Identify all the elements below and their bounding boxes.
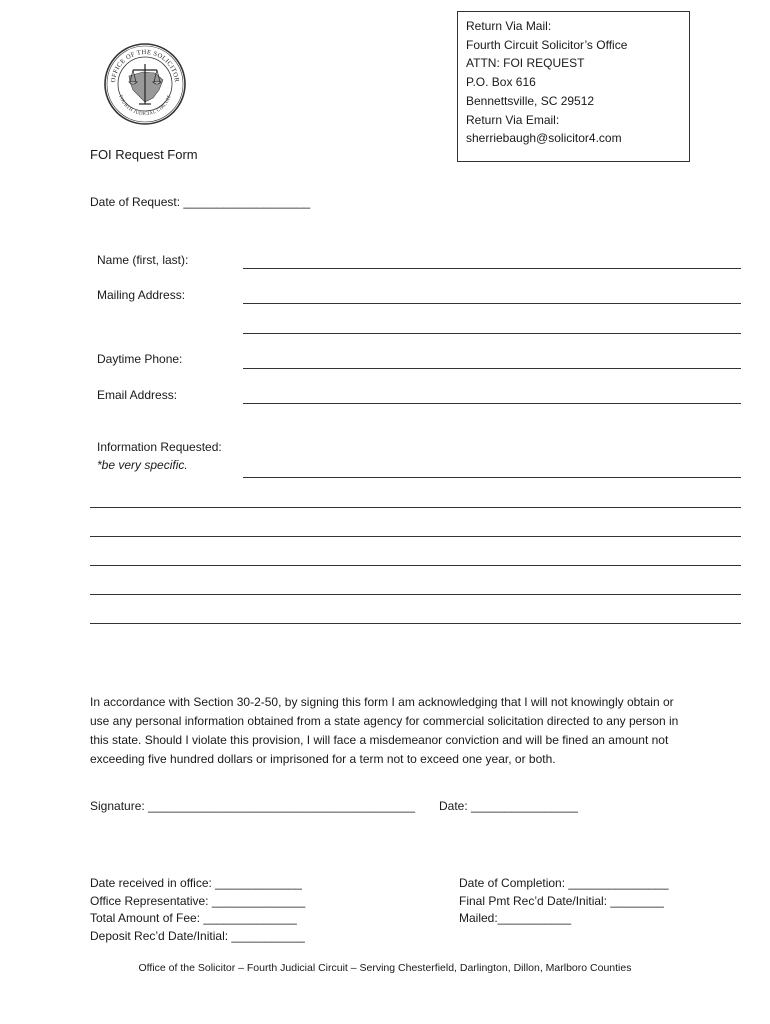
information-requested-field-line-3[interactable]	[90, 536, 741, 537]
seal-top-text: OFFICE OF THE SOLICITOR	[109, 48, 181, 83]
po-box: P.O. Box 616	[466, 75, 536, 90]
information-requested-note: *be very specific.	[97, 458, 188, 472]
mailing-address-field-line-1[interactable]	[243, 303, 741, 304]
daytime-phone-field[interactable]	[243, 368, 741, 369]
seal-bottom-text: FOURTH JUDICIAL CIRCUIT	[117, 94, 173, 118]
deposit-received-field[interactable]: Deposit Rec’d Date/Initial: ___________	[90, 929, 305, 944]
office-use-left	[90, 875, 305, 946]
attn-line: ATTN: FOI REQUEST	[466, 56, 585, 71]
mailed-field[interactable]: Mailed:___________	[459, 911, 572, 926]
mailing-address-field-line-2[interactable]	[243, 333, 741, 334]
email-address-field[interactable]	[243, 403, 741, 404]
total-fee-field[interactable]: Total Amount of Fee: ______________	[90, 911, 297, 926]
information-requested-label: Information Requested:	[97, 440, 222, 454]
acknowledgement-statement: In accordance with Section 30-2-50, by signing this form I am acknowledging that I will not knowingly obtain or use any personal information obtained from a state agency for commercial solicitation directed to any person in this state. Should I violate this provision, I will face a misdemeanor conviction and will be fined an amount not exceeding five hundred dollars or imprisoned for a term not to exceed one year, or both.	[90, 695, 679, 766]
return-email-heading: Return Via Email:	[466, 112, 560, 127]
office-representative-field[interactable]: Office Representative: ______________	[90, 893, 306, 908]
solicitor-seal-logo	[103, 42, 187, 126]
office-name: Fourth Circuit Solicitor’s Office	[466, 37, 628, 52]
daytime-phone-label: Daytime Phone:	[97, 352, 183, 366]
information-requested-field-line-1[interactable]	[243, 477, 741, 478]
email-address-label: Email Address:	[97, 388, 178, 402]
date-of-request-field[interactable]: Date of Request: ___________________	[90, 195, 311, 209]
information-requested-field-line-4[interactable]	[90, 565, 741, 566]
date-received-field[interactable]: Date received in office: _____________	[90, 876, 302, 890]
information-requested-field-line-5[interactable]	[90, 594, 741, 595]
date-of-completion-field[interactable]: Date of Completion: _______________	[459, 876, 669, 890]
signature-field[interactable]: Signature: ________________________________________	[90, 799, 415, 813]
return-email-address[interactable]: sherriebaugh@solicitor4.com	[466, 131, 622, 146]
return-address-box	[457, 11, 690, 162]
office-use-right	[459, 875, 669, 928]
signature-date-field[interactable]: Date: ________________	[439, 799, 578, 813]
mailing-address-label: Mailing Address:	[97, 288, 186, 302]
page-footer: Office of the Solicitor – Fourth Judicial Circuit – Serving Chesterfield, Darlington, Dillon, Marlboro Counties	[138, 962, 632, 974]
city-state-zip: Bennettsville, SC 29512	[466, 93, 595, 108]
final-payment-field[interactable]: Final Pmt Rec’d Date/Initial: ________	[459, 893, 664, 908]
return-mail-heading: Return Via Mail:	[466, 19, 552, 33]
name-label: Name (first, last):	[97, 253, 189, 267]
information-requested-field-line-6[interactable]	[90, 623, 741, 624]
name-field[interactable]	[243, 268, 741, 269]
form-title: FOI Request Form	[90, 147, 198, 162]
information-requested-field-line-2[interactable]	[90, 507, 741, 508]
